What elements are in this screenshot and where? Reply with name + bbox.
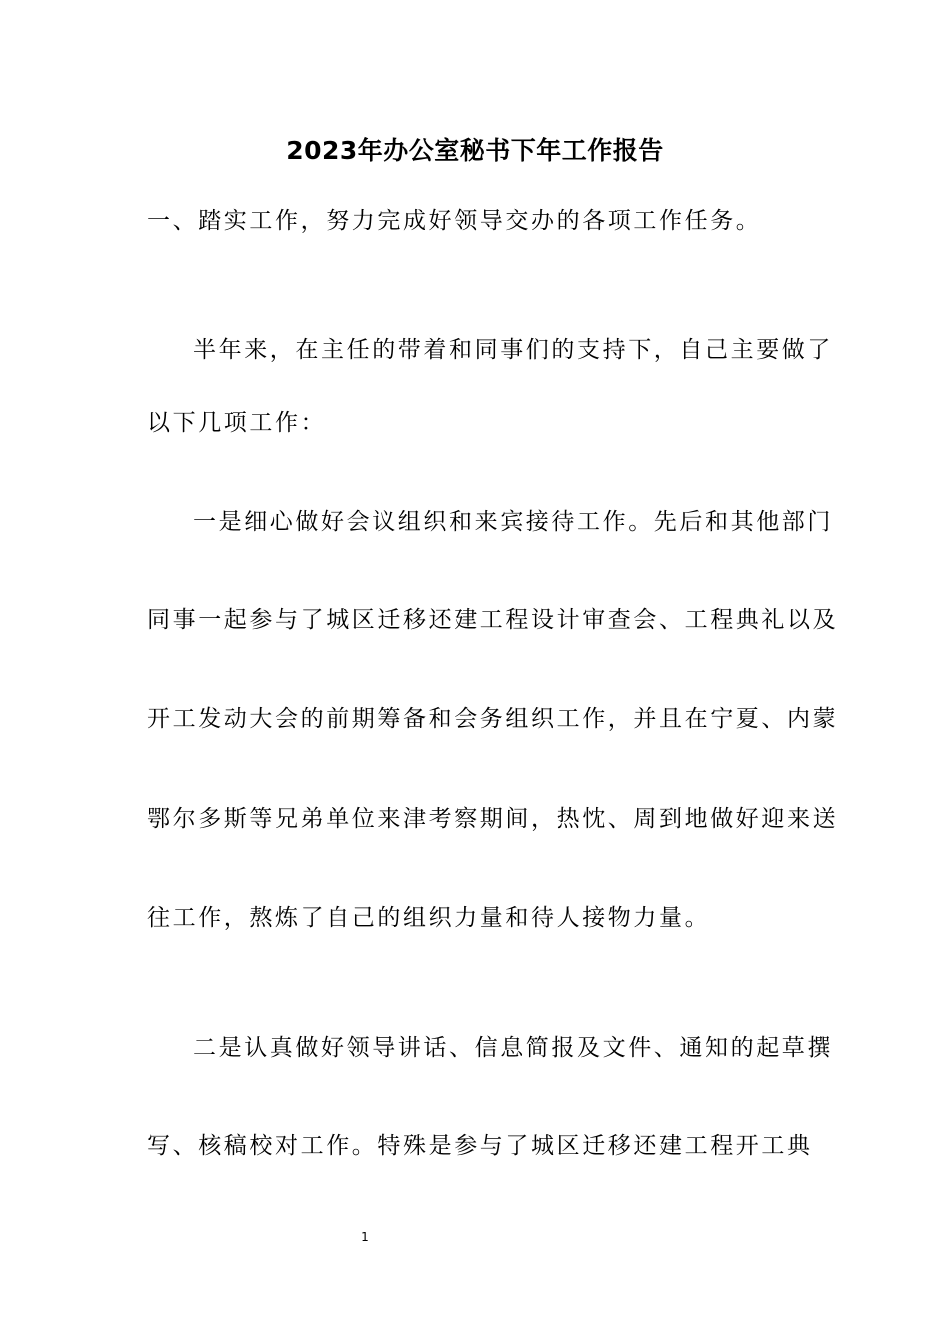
paragraph-line-5: 同事一起参与了城区迁移还建工程设计审查会、工程典礼以及	[147, 607, 839, 633]
paragraph-line-2: 半年来，在主任的带着和同事们的支持下，自己主要做了	[193, 337, 833, 363]
paragraph-line-6: 开工发动大会的前期筹备和会务组织工作，并且在宁夏、内蒙	[147, 706, 839, 732]
paragraph-line-4: 一是细心做好会议组织和来宾接待工作。先后和其他部门	[193, 509, 833, 535]
paragraph-line-10: 写、核稿校对工作。特殊是参与了城区迁移还建工程开工典	[147, 1133, 813, 1159]
paragraph-line-1: 一、踏实工作，努力完成好领导交办的各项工作任务。	[147, 208, 762, 234]
page-number: 1	[361, 1230, 369, 1244]
paragraph-line-7: 鄂尔多斯等兄弟单位来津考察期间，热忱、周到地做好迎来送	[147, 806, 839, 832]
paragraph-line-9: 二是认真做好领导讲话、信息简报及文件、通知的起草撰	[193, 1035, 833, 1061]
document-title: 2023年办公室秘书下年工作报告	[286, 136, 664, 165]
paragraph-line-8: 往工作，熬炼了自己的组织力量和待人接物力量。	[147, 905, 711, 931]
paragraph-line-3: 以下几项工作：	[147, 410, 327, 436]
